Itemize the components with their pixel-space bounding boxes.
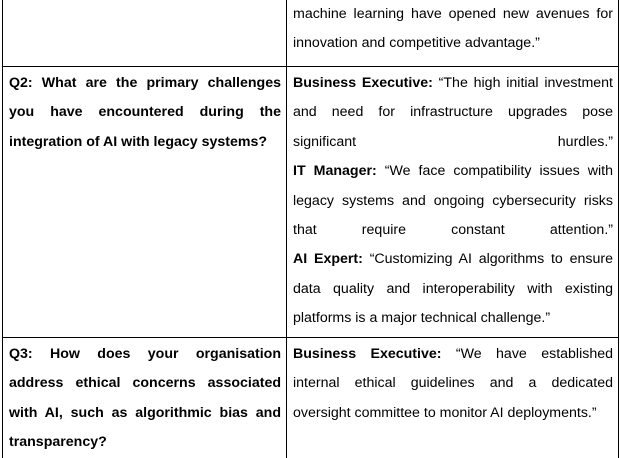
answer-paragraph [293, 69, 613, 157]
answer-text: machine learning have opened new avenues for innovation and competitive advantage.” [293, 6, 613, 52]
answer-cell [287, 0, 619, 67]
speaker-label: IT Manager: [293, 163, 377, 180]
table-row [3, 338, 619, 458]
answer-cell [287, 338, 619, 458]
question-cell [3, 0, 287, 67]
question-cell [3, 67, 287, 338]
answer-paragraph [293, 157, 613, 245]
speaker-label: AI Expert: [293, 251, 363, 268]
answer-paragraph [293, 0, 613, 59]
answer-text: “We face compatibility issues with legacy systems and ongoing cybersecurity risks that require constant attention.” [293, 163, 613, 239]
answer-cell [287, 67, 619, 338]
table-row [3, 67, 619, 338]
question-text: Q2: What are the primary challenges you have encountered during the integration of AI with legacy systems? [9, 75, 281, 150]
table-row [3, 0, 619, 67]
speaker-label: Business Executive: [293, 75, 433, 91]
question-text: Q3: How does your organisation address ethical concerns associated with AI, such as algorithmic bias and transparency? [9, 346, 281, 451]
answer-paragraph [293, 245, 613, 333]
question-cell [3, 338, 287, 458]
answer-paragraph [293, 340, 613, 428]
speaker-label: Business Executive: [293, 346, 442, 362]
interview-table [2, 0, 619, 458]
answer-text: “The high initial investment and need for infrastructure upgrades pose significant hurdles.” [293, 75, 613, 150]
answer-text: “We have established internal ethical guidelines and a dedicated oversight committee to monitor AI deployments.” [293, 346, 613, 421]
answer-text: “Customizing AI algorithms to ensure data quality and interoperability with existing platforms is a major technical challenge.” [293, 251, 613, 327]
